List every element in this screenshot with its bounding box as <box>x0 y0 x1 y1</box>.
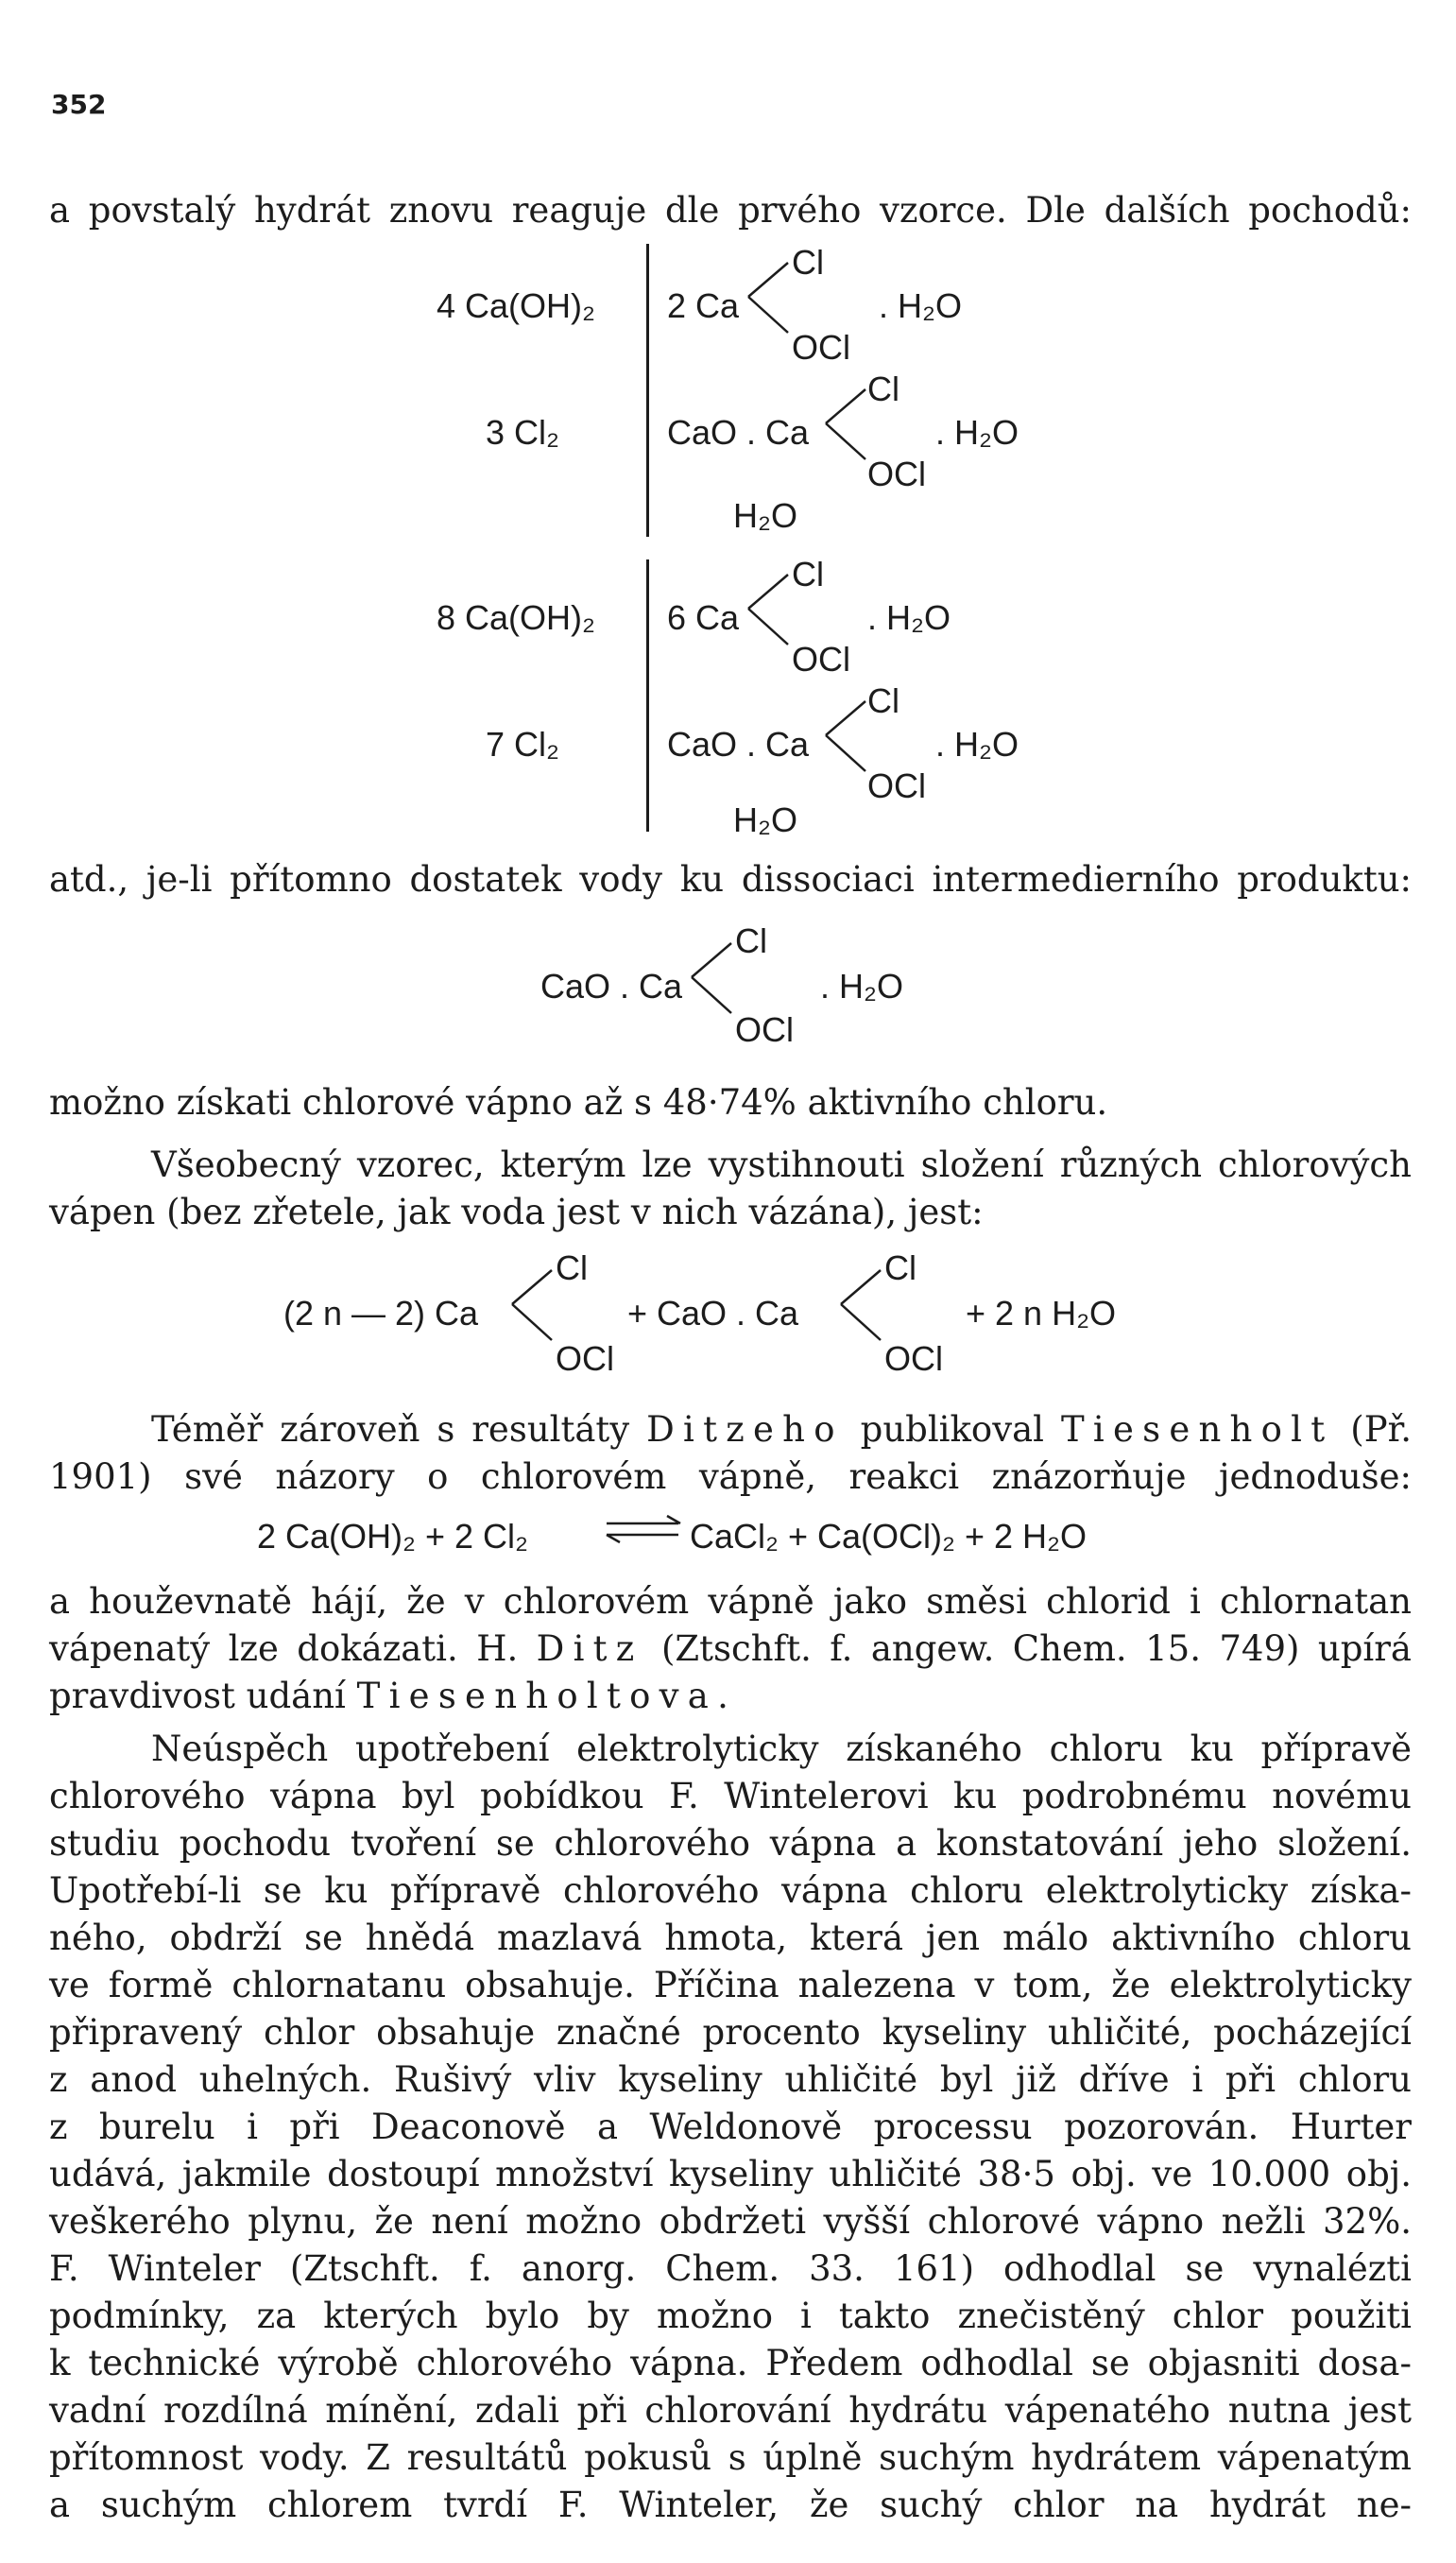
scheme-cl-5: Cl <box>867 681 899 720</box>
p5-line: ného, obdrží se hnědá mazlavá hmota, která jen málo aktivního chloru <box>49 1918 1412 1958</box>
scheme-left-2: 3 Cl₂ <box>486 413 559 452</box>
scheme-ocl-4: OCl <box>792 640 850 679</box>
formula2-ocl2: OCl <box>884 1339 943 1378</box>
formula1-h2o: . H₂O <box>820 967 903 1006</box>
formula2-plus1: + CaO . Ca <box>627 1294 799 1333</box>
p5-line: Upotřebí-li se ku přípravě chlorového vápna chloru elektrolyticky získa- <box>49 1870 1412 1911</box>
scheme-ocl-1: OCl <box>792 328 850 367</box>
p5-line: studiu pochodu tvoření se chlorového vápna a konstatování jeho složení. <box>49 1823 1412 1864</box>
p5-line: přítomnost vody. Z resultátů pokusů s úplně suchým hydrátem vápenatým <box>49 2437 1412 2478</box>
p2-line-2: vápen (bez zřetele, jak voda jest v nich vázána), jest: <box>49 1192 984 1232</box>
scheme-mid-4: 6 Ca <box>667 598 740 637</box>
formula1-left: CaO . Ca <box>540 967 683 1006</box>
p4-line-1: a houževnatě hájí, že v chlorovém vápně jako směsi chlorid i chlornatan <box>49 1581 1412 1622</box>
scheme-bar-bottom <box>646 559 649 832</box>
p2-line-1: Všeobecný vzorec, kterým lze vystihnouti složení různých chlorových <box>151 1144 1412 1185</box>
scheme-mid-1: 2 Ca <box>667 286 740 325</box>
scheme-cl-1: Cl <box>792 243 824 282</box>
branch-4 <box>746 567 794 652</box>
scheme-bar-top <box>646 244 649 537</box>
page-number: 352 <box>51 89 107 120</box>
equation-left: 2 Ca(OH)₂ + 2 Cl₂ <box>257 1517 529 1556</box>
p4-line-2: vápenatý lze dokázati. H. Ditz (Ztschft. f. angew. Chem. 15. 749) upírá <box>49 1628 1412 1669</box>
p5-line: chlorového vápna byl pobídkou F. Wintelerovi ku podrobnému novému <box>49 1776 1412 1816</box>
p3-line-1: Téměř zároveň s resultáty Ditzeho publikoval Tiesenholt (Př. <box>151 1409 1413 1450</box>
scheme-left-5: 7 Cl₂ <box>486 725 559 764</box>
after-scheme-line: atd., je-li přítomno dostatek vody ku dissociaci intermedierního produktu: <box>49 859 1412 900</box>
p5-line: F. Winteler (Ztschft. f. anorg. Chem. 33. 161) odhodlal se vynalézti <box>49 2248 1412 2289</box>
p5-line: veškerého plynu, že není možno obdržeti vyšší chlorové vápno nežli 32%. <box>49 2201 1412 2242</box>
equation-right: CaCl₂ + Ca(OCl)₂ + 2 H₂O <box>690 1517 1088 1556</box>
scheme-mid-5: CaO . Ca <box>667 725 810 764</box>
scheme-left-4: 8 Ca(OH)₂ <box>437 598 595 637</box>
formula2-branch-1 <box>510 1263 557 1348</box>
scheme-h2o-3: H₂O <box>733 496 797 535</box>
p3-line-2: 1901) své názory o chlorovém vápně, reakci znázorňuje jednoduše: <box>49 1456 1412 1497</box>
formula2-cl1: Cl <box>556 1248 588 1287</box>
scheme-h2o-1: . H₂O <box>879 286 962 325</box>
branch-2 <box>824 382 871 467</box>
formula2-ocl1: OCl <box>556 1339 614 1378</box>
p4-line-3: pravdivost udání Tiesenholtova. <box>49 1676 728 1716</box>
p5-line: k technické výrobě chlorového vápna. Předem odhodlal se objasniti dosa- <box>49 2343 1412 2383</box>
equilibrium-arrows <box>601 1510 686 1548</box>
formula2-cl2: Cl <box>884 1248 916 1287</box>
branch-1 <box>746 255 794 340</box>
formula2-plus2: + 2 n H₂O <box>966 1294 1117 1333</box>
p5-line: z anod uhelných. Rušivý vliv kyseliny uhličité byl již dříve i při chloru <box>49 2059 1412 2100</box>
scheme-ocl-2: OCl <box>867 455 926 493</box>
p5-line: a suchým chlorem tvrdí F. Winteler, že suchý chlor na hydrát ne- <box>49 2485 1412 2525</box>
scheme-mid-2: CaO . Ca <box>667 413 810 452</box>
p5-line: připravený chlor obsahuje značné procento kyseliny uhličité, pocházející <box>49 2012 1412 2053</box>
formula1-branch <box>690 936 737 1021</box>
formula2-branch-2 <box>839 1263 886 1348</box>
formula1-cl: Cl <box>735 921 767 960</box>
scheme-h2o-5: . H₂O <box>935 725 1019 764</box>
formula1-ocl: OCl <box>735 1010 794 1049</box>
intro-line: a povstalý hydrát znovu reaguje dle prvého vzorce. Dle dalších pochodů: <box>49 190 1412 231</box>
p5-line: Neúspěch upotřebení elektrolyticky získaného chloru ku přípravě <box>151 1729 1412 1769</box>
scheme-h2o-2: . H₂O <box>935 413 1019 452</box>
scheme-left-1: 4 Ca(OH)₂ <box>437 286 595 325</box>
p5-line: ve formě chlornatanu obsahuje. Příčina nalezena v tom, že elektrolyticky <box>49 1965 1412 2005</box>
scheme-h2o-4: . H₂O <box>867 598 951 637</box>
scheme-h2o-6: H₂O <box>733 800 797 839</box>
p5-line: z burelu i při Deaconově a Weldonově processu pozorován. Hurter <box>49 2107 1412 2147</box>
p5-line: udává, jakmile dostoupí množství kyseliny uhličité 38·5 obj. ve 10.000 obj. <box>49 2154 1412 2194</box>
after-formula1-line: možno získati chlorové vápno až s 48·74% aktivního chloru. <box>49 1082 1108 1123</box>
formula2-coef: (2 n — 2) Ca <box>283 1294 479 1333</box>
scheme-ocl-5: OCl <box>867 766 926 805</box>
p5-line: vadní rozdílná mínění, zdali při chlorování hydrátu vápenatého nutna jest <box>49 2390 1412 2431</box>
p5-line: podmínky, za kterých bylo by možno i takto znečistěný chlor použiti <box>49 2296 1412 2336</box>
scheme-cl-4: Cl <box>792 555 824 593</box>
scheme-cl-2: Cl <box>867 370 899 408</box>
branch-5 <box>824 694 871 779</box>
